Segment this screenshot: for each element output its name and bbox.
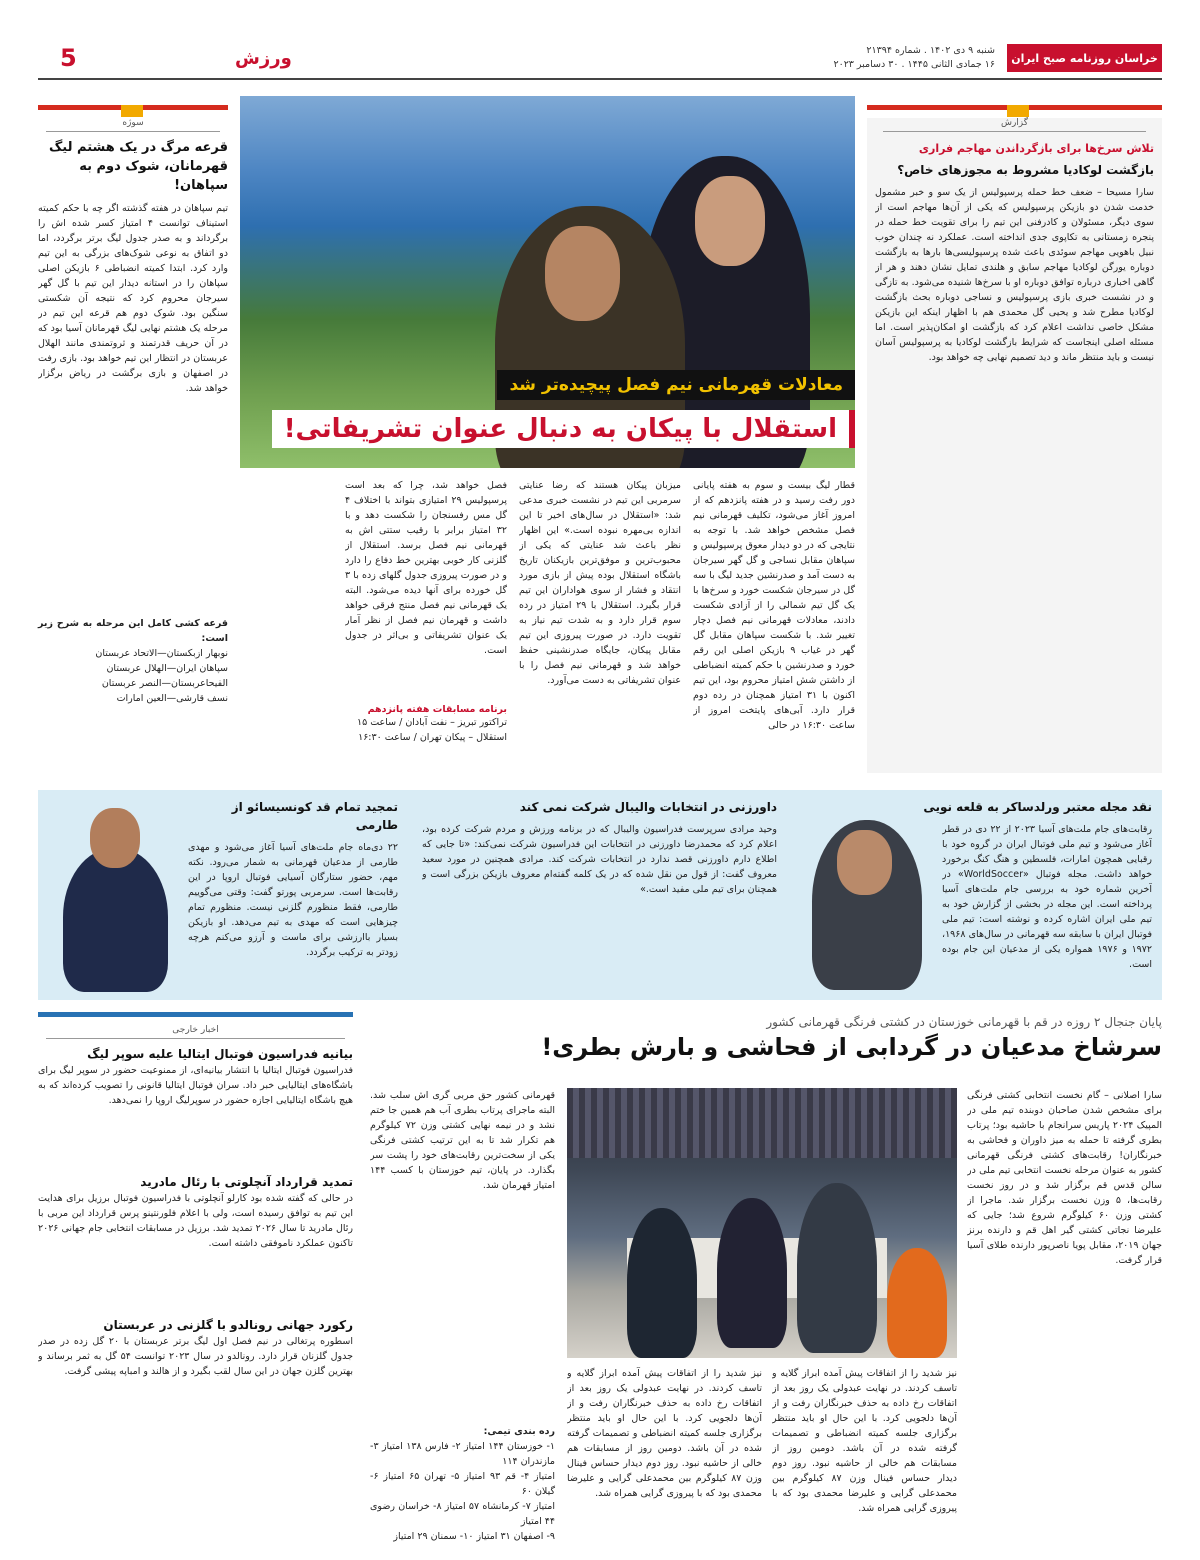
wrestling-kicker: پایان جنجال ۲ روزه در قم با قهرمانی خوزستان در کشتی فرنگی قهرمانی کشور [766, 1015, 1162, 1029]
strip-item-3-body: ۲۲ دی‌ماه جام ملت‌های آسیا آغاز می‌شود و مهدی طارمی از مدعیان قهرمانی به شمار می‌رود. نکته مهم، حضور ستارگان آسیایی فوتبال اروپا در این رقابت‌ها است. سرمربی پورتو گفت: وقتی می‌گوییم طارمی، فقط منظورم گلزنی نیست. منظورم تمام چیزهایی است که مهدی به تیم می‌دهد. او بازیکن بسیار باارزشی برای ماست و آرزو می‌کنم هرچه زودتر به ترکیب برگردد. [188, 842, 398, 958]
foreign-item-1-title: بیانیه فدراسیون فوتبال ایتالیا علیه سوپر لیگ [87, 1047, 353, 1061]
dateline: شنبه ۹ دی ۱۴۰۲ . شماره ۲۱۳۹۴ ۱۶ جمادی الثانی ۱۴۴۵ . ۳۰ دسامبر ۲۰۲۳ [833, 45, 995, 70]
report-box [867, 105, 1162, 770]
draw-list-item: نوبهار ازبکستان—الاتحاد عربستان [95, 648, 228, 659]
fixture-item: استقلال – پیکان تهران / ساعت ۱۶:۳۰ [358, 732, 507, 743]
wrestling-header [362, 1015, 1162, 1061]
strip-item-3 [48, 798, 398, 992]
section-title: ورزش [235, 48, 292, 69]
strip-item-1-title: نقد مجله معتبر ورلدساکر به قلعه نویی [923, 800, 1152, 814]
strip-item-3-photo [48, 798, 178, 992]
results-line: امتیاز ۷- کرمانشاه ۵۷ امتیاز ۸- خراسان رضوی ۴۴ امتیاز [370, 1501, 555, 1527]
results-line: ۹- اصفهان ۳۱ امتیاز ۱۰- سمنان ۲۹ امتیاز [393, 1531, 555, 1542]
lead-body [345, 478, 855, 770]
report-title: بازگشت لوکادیا مشروط به مجوزهای خاص؟ [897, 163, 1154, 177]
foreign-news [38, 1012, 353, 1528]
wrestling-col-2: نیز شدید را از اتفاقات پیش آمده ابراز گلایه و تاسف کردند. در نهایت عبدولی یک روز بعد از اتفاقات رخ داده به حذف خبرنگاران رفت و از آن‌ها دلجویی کرد. با این حال او باید منتظر برگزاری جلسه کمیته انضباطی و تصمیمات گرفته شده در آن باشد. دومین روز از مسابقات هم خالی از حاشیه نبود. روز دوم دیدار حساس فینال وزن ۸۷ کیلوگرم بین محمدعلی گرایی و علیرضا محمدی بود که با پیروزی گرایی همراه شد. [772, 1368, 957, 1514]
news-strip [38, 790, 1162, 1000]
draw-list-item: الفیحاعربستان—النصر عربستان [101, 678, 228, 689]
wrestling-col-2b: نیز شدید را از اتفاقات پیش آمده ابراز گلایه و تاسف کردند. در نهایت عبدولی یک روز بعد از اتفاقات رخ داده به حذف خبرنگاران رفت و از آن‌ها دلجویی کرد. با این حال او باید منتظر برگزاری جلسه کمیته انضباطی و تصمیمات گرفته شده در آن باشد. دومین روز از مسابقات هم خالی از حاشیه نبود. روز دوم دیدار حساس فینال وزن ۸۷ کیلوگرم بین محمدعلی گرایی و علیرضا محمدی بود که با پیروزی گرایی همراه شد. [567, 1368, 762, 1499]
wrestling-title: سرشاخ مدعیان در گردابی از فحاشی و بارش بطری! [541, 1033, 1162, 1061]
page-number: 5 [60, 44, 77, 72]
wrestling-col-1: سارا اصلانی – گام نخست انتخابی کشتی فرنگی برای مشخص شدن صاحبان دوبنده تیم ملی در المپیک ۲۰۲۴ پاریس سرانجام با حاشیه بود؛ پرتاب بطری گرفته تا حمله به میز داوران و فحاشی به خبرنگاران! رقابت‌های کشتی فرنگی قهرمانی کشور به عنوان مرحله نخست انتخابی تیم ملی در سالن قدس قم برگزار شد و در روز نخست رقابت‌ها، ۵ وزن نخست برگزار شد. ماجرا از کشتی وزن ۶۰ کیلوگرم شروع شد؛ جایی که علیرضا نجاتی کشتی گیر اهل قم و دارنده برنز جهان ۲۰۱۹، مقابل پویا ناصرپور دارنده طلای آسیا قرار گرفت. [967, 1090, 1162, 1266]
lead-col-2: میزبان پیکان هستند که رضا عنایتی سرمربی این تیم در نشست خبری مدعی شد: «استقلال در سال‌های اخیر تا این اندازه بی‌مهره نبوده است.» این اظهار نظر باعث شد عنایتی که یکی از محبوب‌ترین و موفق‌ترین بازیکنان تاریخ باشگاه استقلال بوده پیش از بازی مورد انتقاد و فشار از سوی هواداران این تیم قرار بگیرد. استقلال با ۲۹ امتیاز در رده سوم قرار دارد و به شدت تیم نیاز به تقویت دارد. در صورت پیروزی این تیم مقابل پیکان، جایگاه صدرنشینی حفظ خواهد شد و قهرمانی نیم فصل را با عنوان تشریفاتی به دست می‌آورد. [519, 480, 681, 686]
fixtures-title: برنامه مسابقات هفته پانزدهم [367, 704, 507, 715]
foreign-item-2-body: در حالی که گفته شده بود کارلو آنچلوتی با فدراسیون فوتبال برزیل برای هدایت این تیم به توافق رسیده است، ولی با اعلام فلورنتینو پرس قرارداد این مربی با رئال مادرید تا سال ۲۰۲۶ تمدید شد. برزیل در مسابقات انتخابی جام جهانی ۲۰۲۶ تاکنون عملکرد ناموفقی داشته است. [38, 1193, 353, 1249]
draw-list-title: قرعه کشی کامل این مرحله به شرح زیر است: [38, 618, 228, 644]
foreign-item-3-body: اسطوره پرتغالی در نیم فصل اول لیگ برتر عربستان با ۲۰ گل زده در صدر جدول گلزنان قرار دارد. رونالدو در سال ۲۰۲۳ توانست ۵۴ گل به ثمر برساند و بهترین گلزن جهان در این سال لقب بگیرد و از هالند و امباپه پیشی گرفت. [38, 1336, 353, 1377]
wrestling-col-3: قهرمانی کشور حق مربی گری اش سلب شد. البته ماجرای پرتاب بطری آب هم همین جا ختم نشد و در نیمه نهایی کشتی وزن ۷۲ کیلوگرم هم تکرار شد تا به این ترتیب کشتی فرنگی یکی از سخت‌ترین رقابت‌های خود را پشت سر بگذارد. در پایان، تیم خوزستان با کسب ۱۴۴ امتیاز قهرمان شد. [370, 1090, 555, 1191]
lead-kicker: معادلات قهرمانی نیم فصل پیچیده‌تر شد [497, 370, 855, 400]
strip-item-1-body: رقابت‌های جام ملت‌های آسیا ۲۰۲۳ از ۲۲ دی در قطر آغاز می‌شود و تیم ملی فوتبال ایران در گروه خود با رقبایی همچون امارات، فلسطین و هنگ کنگ برخورد خواهد داشت. مجله فوتبال «WorldSoccer» در آخرین شماره خود به بررسی جام ملت‌های آسیا پرداخته است. این مجله در بخشی از گزارش خود به تیم ملی ایران اشاره کرده و نوشته است: تیم ملی فوتبال ایران با سابقه سه قهرمانی در سال‌های ۱۹۶۸، ۱۹۷۲ و ۱۹۷۶ همواره یکی از مدعیان این جام بوده است. [942, 824, 1152, 970]
results-line: ۱- خوزستان ۱۴۴ امتیاز ۲- فارس ۱۳۸ امتیاز ۳- مازندران ۱۱۴ [370, 1441, 555, 1467]
results-title: رده بندی تیمی: [483, 1426, 555, 1437]
draw-list-item: سپاهان ایران—الهلال عربستان [106, 663, 228, 674]
report-body: سارا مسیحا – ضعف خط حمله پرسپولیس از یک سو و خبر مشمول خدمت شدن دو بازیکن پرسپولیس که یکی از آن‌ها مهاجم است از سوی دیگر، مسئولان و کادرفنی این تیم را برای تقویت خط حمله در پنجره زمستانی به تکاپوی جدی انداخته است. عملکرد نه چندان خوب نبیل باهویی مهاجم سوئدی باعث شده پرسپولیسی‌ها بارها به بازگشت دوباره یورگن لوکادیا مهاجم سابق و هلندی تمایل نشان دهند و هر از گاهی اخباری درباره توافق دوباره او با سرخ‌ها شنیده می‌شود. به تازگی و در نشست خبری بازی پرسپولیس و نساجی دوباره بحث بازگشت لوکادیا مطرح شد و یحیی گل محمدی هم با اظهار اینکه این بازیکن مشکل خاصی نداشت اعلام کرد که بازگشت او امکان‌پذیر است. اما مسئله اصلی اینجاست که شرایط بازگشت لوکادیا به پرسپولیس آسان نیست و باید منتظر ماند و دید تصمیم نهایی چه خواهد بود. [875, 187, 1154, 363]
newspaper-brand: خراسان روزنامه صبح ایران [1007, 44, 1162, 72]
foreign-tag: اخبار خارجی [46, 1025, 345, 1039]
foreign-item-2-title: تمدید قرارداد آنچلوتی با رئال مادرید [140, 1175, 353, 1189]
header-divider [38, 78, 1162, 80]
sidebar-left [38, 105, 228, 770]
sidebar-tag: سوژه [46, 118, 220, 132]
foreign-item-1-body: فدراسیون فوتبال ایتالیا با انتشار بیانیه‌ای، از ممنوعیت حضور در سوپر لیگ برای باشگاه‌های ایتالیایی خبر داد. سران فوتبال ایتالیا قانونی را تصویب کرده‌اند که به هیچ باشگاه ایتالیایی اجازه حضور در سوپرلیگ اروپا را نمی‌دهد. [38, 1065, 353, 1106]
fixture-item: تراکتور تبریز – نفت آبادان / ساعت ۱۵ [356, 717, 507, 728]
lead-col-3: فصل خواهد شد، چرا که بعد است پرسپولیس ۲۹ امتیازی بتواند با اختلاف ۴ گل مس رفسنجان را شکست دهد و با ۳۲ امتیاز برابر با رقیب ستتی اش به قهرمانی نیم فصل برسد. استقلال از گلزنی کار خوبی بهترین خط دفاع را دارد و در صورت پیروزی جدول گلهای زده با ۳ گل خورده برای آنها دیده می‌شود. البته یک قهرمانی نیم فصل منتج فرقی خواهد داشت و قهرمان نیم فصل از نظر آمار یک عنوان تشریفاتی و بی‌اثر در جدول است. [345, 480, 507, 656]
results-line: امتیاز ۴- قم ۹۳ امتیاز ۵- تهران ۶۵ امتیاز ۶- گیلان ۶۰ [370, 1471, 555, 1497]
strip-item-2-body: وحید مرادی سرپرست فدراسیون والیبال که در برنامه ورزش و مردم شرکت کرده بود، اعلام کرد که محمدرضا داورزنی در انتخابات این فدراسیون شرکت نمی‌کند: «تا جایی که اطلاع دارم داورزنی قصد ندارد در انتخابات شرکت کند. مرادی همچنین در مورد سعید معروف گفت: از قول من نقل شده که در یک کلمه گفته‌ام معروف بازیکن بزرگی است و همچنان برای تیم ملی مفید است.» [422, 824, 777, 895]
strip-item-1-photo [797, 820, 937, 990]
lead-headline [497, 370, 855, 400]
strip-item-1 [797, 798, 1152, 992]
lead-col-1: قطار لیگ بیست و سوم به هفته پایانی دور رفت رسید و در هفته پانزدهم که از امروز آغاز می‌شود، تکلیف قهرمانی نیم فصل مشخص خواهد شد. با توجه به نتایجی که در دو دیدار معوق پرسپولیس و سپاهان مقابل نساجی و گل گهر سیرجان به دست آمد و صدرنشین جدید لیگ با سه گل در سیرجان شکست خورد و سرخ‌ها با یک گل تیم شمالی را از آزادی شکست دادند، معادلات قهرمانی نیم فصل دچار تغییر شد. با شکست سپاهان مقابل گل گهر در غیاب ۹ بازیکن اصلی این رقم خورد و صدرنشین با حکم کمیته انضباطی از داشتن شش امتیاز محروم بود، این تیم اکنون با ۳۱ امتیاز همچنان در رده دوم قرار دارد. آبی‌های پایتخت امروز از ساعت ۱۶:۳۰ در حالی [693, 480, 855, 731]
report-kicker: تلاش سرخ‌ها برای بازگرداندن مهاجم فراری [918, 142, 1154, 155]
foreign-item-3-title: رکورد جهانی رونالدو با گلزنی در عربستان [103, 1318, 353, 1332]
draw-list-item: نسف قارشی—العین امارات [116, 693, 228, 704]
wrestling-photo [567, 1088, 957, 1358]
sidebar-title: قرعه مرگ در یک هشتم لیگ قهرمانان، شوک دوم به سپاهان! [48, 140, 228, 193]
strip-item-2-title: داورزنی در انتخابات والیبال شرکت نمی کند [519, 800, 777, 814]
strip-item-3-title: تمجید تمام قد کونسیسائو از طارمی [231, 800, 398, 832]
lead-title: استقلال با پیکان به دنبال عنوان تشریفاتی! [272, 410, 855, 448]
strip-item-2 [422, 798, 777, 992]
report-tag: گزارش [883, 118, 1146, 132]
sidebar-body: تیم سپاهان در هفته گذشته اگر چه با حکم کمیته استیناف توانست ۴ امتیاز کسر شده اش را برگرداند و به صدر جدول لیگ برتر برگردد، اما دو اتفاق به نوعی شوک‌های بزرگی به این تیم وارد کرد. ابتدا کمیته انضباطی ۶ بازیکن اصلی سپاهان را در استانه دیدار این تیم با گل گهر سیرجان محروم کرد که نتیجه آن شکستی سنگین بود. شوک دوم هم قرعه این تیم در مرحله یک هشتم نهایی لیگ قهرمانان آسیا بود که در آن حریف قدرتمند و ثروتمندی مانند الهلال عربستان در انتظار این تیم خواهد بود. بازی رفت در اصفهان و بازی برگشت در ریاض برگزار خواهد شد. [38, 203, 228, 394]
wrestling-col-3-wrap [370, 1088, 555, 1542]
